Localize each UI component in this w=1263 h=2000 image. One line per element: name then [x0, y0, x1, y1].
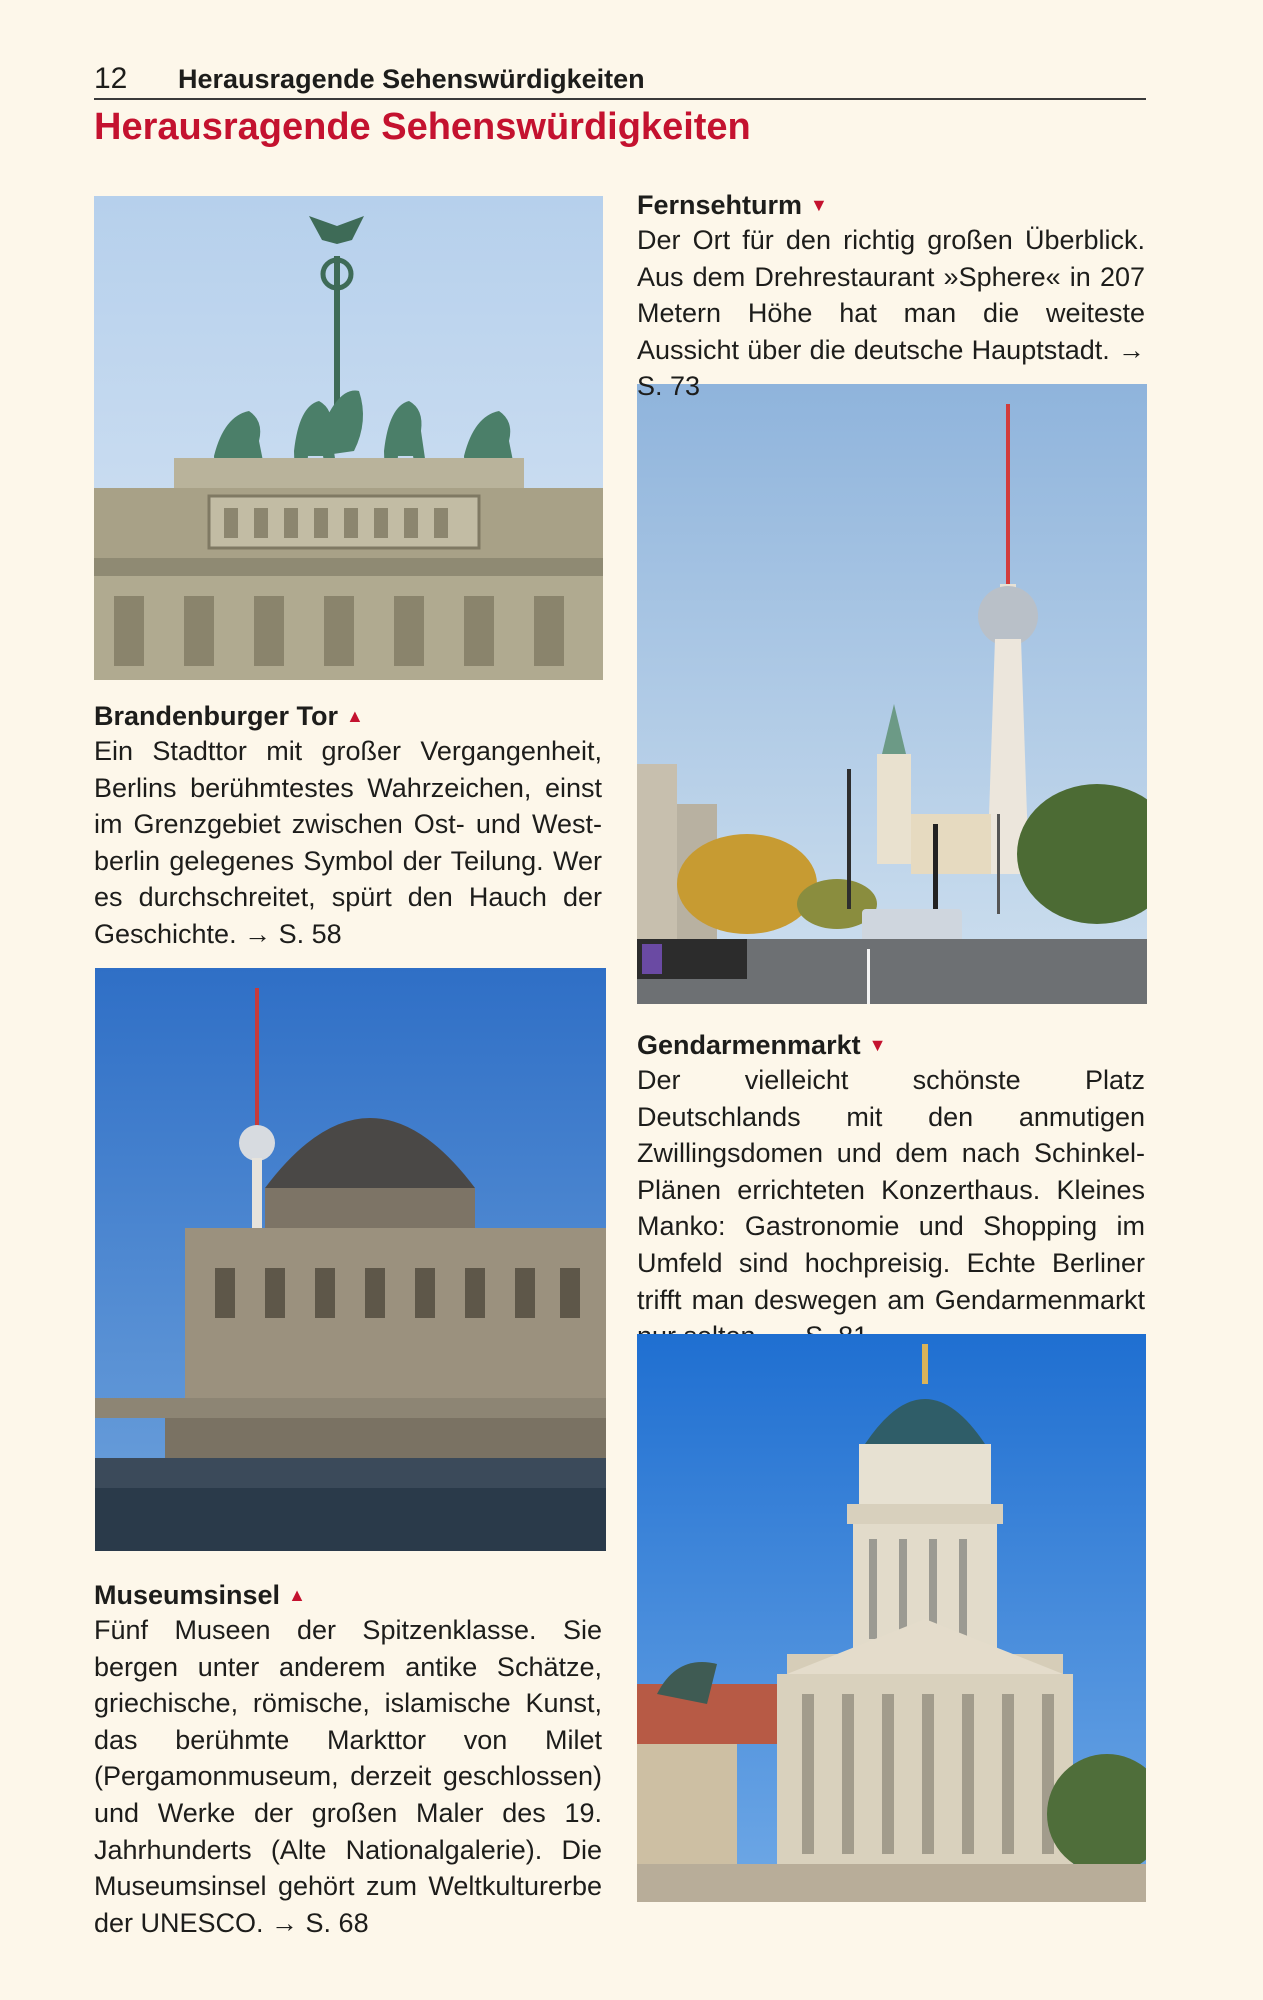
page-number: 12 [94, 62, 128, 95]
entry-text-brandenburger-tor: Ein Stadttor mit großer Vergangenheit, Berlins berühmtestes Wahrzeichen, einst im Grenzgebiet zwischen Ost- und Westberlin gelegenes Symbol der Teilung. Wer es durchschreitet, spürt den Hauch der Geschichte. → S. 58 [94, 736, 602, 949]
brandenburger-tor-photo [94, 196, 603, 680]
gendarmenmarkt-photo [637, 1334, 1146, 1902]
entry-museumsinsel [94, 1578, 602, 1941]
triangle-up-icon: ▲ [288, 1585, 306, 1605]
triangle-up-icon: ▲ [346, 706, 364, 726]
entry-title-fernsehturm: Fernsehturm [637, 190, 803, 220]
entry-text-museumsinsel: Fünf Museen der Spitzenklasse. Sie bergen unter anderem antike Schätze, griechische, römische, islamische Kunst, das berühmte Markttor von Milet (Pergamonmuseum, derzeit geschlossen) und Werke der großen Maler des 19. Jahrhunderts (Alte Nationalgalerie). Die Museumsinsel gehört zum Weltkulturerbe der UNESCO. → S. 68 [94, 1615, 602, 1938]
entry-title-brandenburger-tor: Brandenburger Tor [94, 701, 339, 731]
entry-text-gendarmenmarkt: Der vielleicht schönste Platz Deutschlands mit den anmutigen Zwillingsdomen und dem nach Schinkel-Plänen errichteten Konzerthaus. Kleines Manko: Gastronomie und Shopping im Umfeld sind hochpreisig. Echte Berliner trifft man deswegen am Gendarmenmarkt [637, 1065, 1145, 1315]
entry-text-fernsehturm: Der Ort für den richtig großen Überblick. Aus dem Drehrestaurant »Sphere« in 207 Metern Höhe hat man die weiteste Aussicht über die deutsche Hauptstadt. → S. 73 [637, 225, 1145, 402]
triangle-down-icon: ▼ [868, 1035, 887, 1055]
entry-fernsehturm [637, 188, 1145, 405]
page-title: Herausragende Sehenswürdigkeiten [94, 106, 751, 148]
running-title: Herausragende Sehenswürdigkeiten [178, 64, 645, 94]
entry-brandenburger-tor [94, 699, 602, 953]
triangle-down-icon: ▼ [810, 195, 828, 215]
entry-gendarmenmarkt [637, 1028, 1145, 1355]
entry-title-museumsinsel: Museumsinsel [94, 1580, 281, 1610]
fernsehturm-photo [637, 384, 1147, 1004]
entry-title-gendarmenmarkt: Gendarmenmarkt [637, 1030, 861, 1060]
running-head [94, 62, 1146, 100]
museumsinsel-photo [95, 968, 606, 1551]
